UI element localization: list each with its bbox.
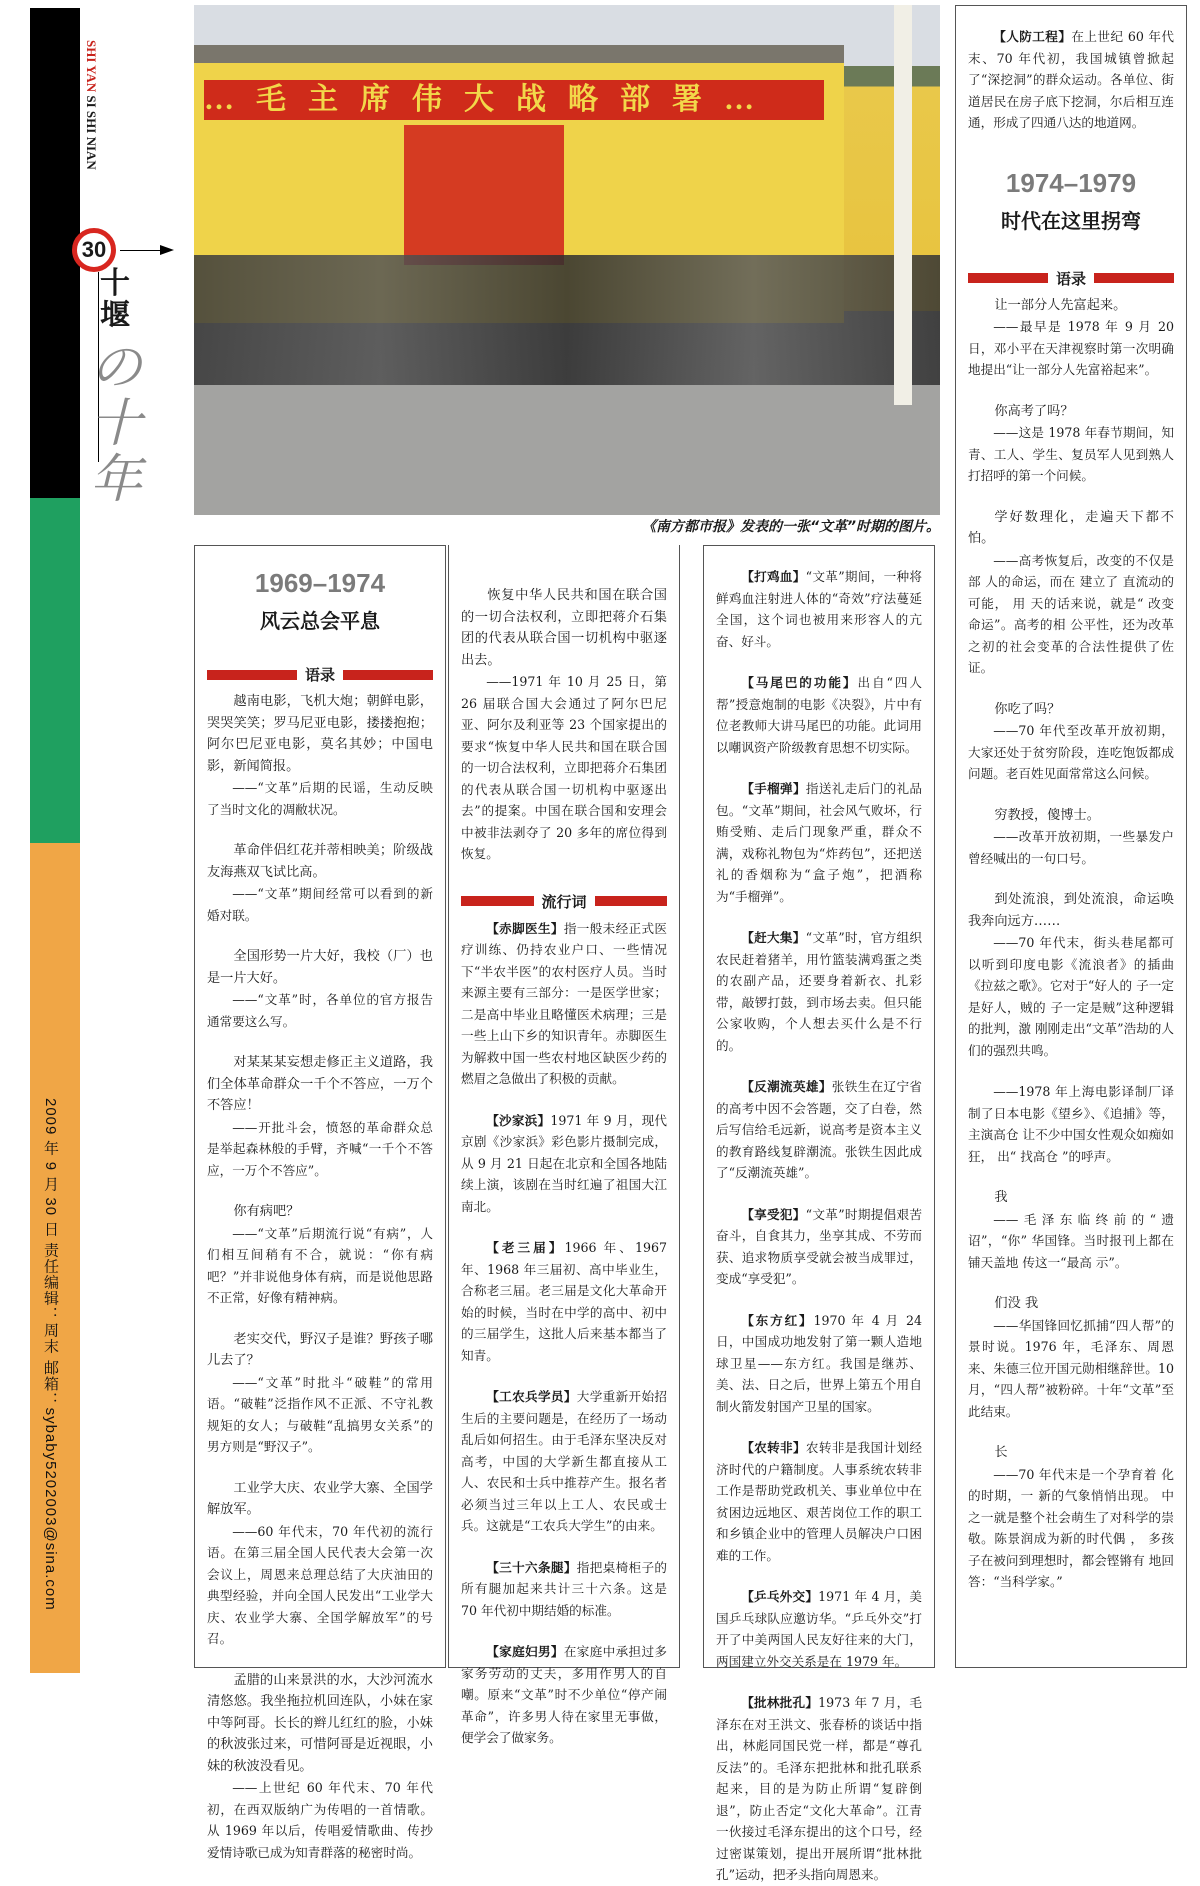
buzzword-term: 【乒乓外交】 — [741, 1589, 819, 1604]
quote-text: 你高考了吗？ — [994, 403, 1074, 419]
quote-text: 革命伴侣红花并蒂相映美；阶级战友海燕双飞试比高。 — [207, 843, 433, 880]
quote-text: 我 — [994, 1190, 1008, 1205]
spacer — [461, 1537, 667, 1557]
buzzword-term: 【农转非】 — [741, 1440, 806, 1455]
spacer — [716, 1672, 922, 1692]
quote-source: ——高考恢复后，改变的不仅是部 人的命运，而在 建立了 直流动的可能， 用 天的话来说，就是“ 改变命运”。高考的相 公平性，还为改革之初的社会变革的合法性提供了佐证。 — [968, 552, 1174, 675]
buzzword-text: 农转非是我国计划经济时代的户籍制度。人事系统农转非工作是帮助党政机关、事业单位中在贫困边远地区、艰苦岗位工作的职工和乡镇企业中的管理人员解决户口困难的工作。 — [716, 1440, 923, 1563]
historical-photo — [194, 5, 940, 515]
page-footer-info: 2009 年 9 月 30 日 责任编辑：周末 邮箱：sybaby5202003@sina.com — [42, 1098, 59, 1611]
spacer — [968, 1273, 1174, 1293]
buzzword-entry — [716, 672, 922, 758]
spacer — [207, 1181, 433, 1201]
spacer — [968, 487, 1174, 507]
spacer — [968, 381, 1174, 401]
buzzword-entry — [716, 1076, 922, 1184]
buzzword-term: 【批林批孔】 — [741, 1695, 819, 1710]
spacer — [968, 785, 1174, 805]
heading-bar-left — [461, 896, 534, 906]
photo-road — [194, 385, 940, 515]
quote-source: ——70 年代末是一个孕育着 化的时期，一 新的气象悄悄出现。 中之一就是整个社会萌生了对科学的崇敬。陈景润成为新的时代偶 ， 多孩子在被问到理想时，都会铿锵有 地回答：“当科学家。” — [968, 1466, 1174, 1589]
quote-text: 到处流浪，到处流浪，命运唤我奔向远方…… — [968, 892, 1174, 929]
heading-bar-right — [595, 896, 668, 906]
buzzword-term: 【三十六条腿】 — [486, 1559, 577, 1575]
quote-source: ——70 年代末，街头巷尾都可以听到印度电影《流浪者》的插曲《拉兹之歌》。它对于“好人的 子一定是好人，贼的 子一定是贼”这种逻辑的批判，激 刚刚走出“文革”浩劫的人们的强烈共鸣。 — [968, 935, 1174, 1058]
buzzword-entry — [968, 26, 1174, 134]
quote-text: 工业学大庆、农业学大寨、全国学解放军。 — [207, 1480, 433, 1517]
section2-period: 1974–1979 — [1005, 167, 1137, 198]
spacer — [207, 1650, 433, 1670]
buzzword-entry — [461, 1386, 667, 1537]
spacer — [968, 869, 1174, 889]
section1-buzzwords-heading — [461, 891, 667, 912]
buzzword-entry — [716, 1586, 922, 1672]
buzzword-entry — [461, 1110, 667, 1218]
buzzword-entry — [716, 778, 922, 907]
masthead-script-logo: の十年 — [90, 338, 143, 510]
quote-source: ——最早是 1978 年 9 月 20 日，邓小平在天津视察时第一次明确地提出“让一部分人先富裕起来”。 — [968, 319, 1174, 377]
buzzword-term: 【老三届】 — [486, 1240, 565, 1255]
buzzword-text: 张铁生在辽宁省的高考中因不会答题，交了白卷，然后写信给毛远新，说高考是资本主义的教育路线复辟潮流。张铁生因此成了“反潮流英雄”。 — [716, 1079, 923, 1180]
buzzword-term: 【马尾巴的功能】 — [741, 675, 858, 690]
heading-label: 流行词 — [541, 892, 587, 911]
buzzword-term: 【赤脚医生】 — [486, 920, 564, 936]
masthead-chinese: 十堰 — [100, 267, 130, 332]
heading-label: 语录 — [1056, 269, 1087, 288]
quote-source: ——这是 1978 年春节期间，知青、工人、学生、复员军人见到熟人打招呼的第一个问候。 — [968, 425, 1174, 483]
section2-title: 时代在这里拐弯 — [1001, 210, 1141, 233]
buzzword-text: 1973 年 7 月，毛泽东在对王洪文、张春桥的谈话中指出，林彪同国民党一样，都是“尊孔反法”的。毛泽东把批林和批孔联系起来，目的是为防止所谓“复辟倒退”，防止否定“文化大革命”。江青一伙接过毛泽东提出的这个口号，经过密谋策划，提出开展所谓“批林批孔”运动，把矛头指向周恩来。 — [716, 1695, 923, 1882]
buzzword-entry — [461, 1237, 667, 1366]
buzzword-term: 【人防工程】 — [993, 29, 1072, 44]
section1-title: 风云总会平息 — [260, 611, 380, 633]
heading-bar-right — [1094, 273, 1174, 283]
quote-source: ——“文革”后期的民谣，生动反映了当时文化的凋敝状况。 — [207, 780, 433, 817]
spacer — [461, 565, 667, 585]
buzzword-entry — [461, 1641, 667, 1749]
spacer — [716, 1417, 922, 1437]
photo-banner: …毛主席伟大战略部署… — [204, 80, 824, 120]
quote-source: ——开批斗会，愤怒的革命群众总是举起森林般的手臂，齐喊“一千个不答应，一万个不答应”。 — [207, 1119, 433, 1178]
masthead-english-red: SHI YAN — [84, 40, 99, 93]
buzzword-text: 指把桌椅柜子的所有腿加起来共计三十六条。这是 70 年代初中期结婚的标准。 — [461, 1559, 668, 1618]
buzzword-entry — [716, 1204, 922, 1290]
quote-source: ——毛泽东临终前的“遗诏”，“你” 华国锋。当时报刊上都在铺天盖地 传这一“最高 示”。 — [968, 1211, 1174, 1270]
buzzword-text: 在上世纪 60 年代末、70 年代初，我国城镇曾掀起了“深挖洞”的群众运动。各单位、街道居民在房子底下挖洞，尔后相互连通，形成了四通八达的地道网。 — [968, 29, 1174, 130]
photo-caption: 《南方都市报》发表的一张“文革”时期的图片。 — [641, 519, 940, 535]
spacer — [461, 1366, 667, 1386]
buzzword-text: “文革”时，官方组织农民赶着猪羊，用竹篮装满鸡蛋之类的农副产品，还要身着新衣、扎彩带，敲锣打鼓，到市场去卖。但只能公家收购，个人想去买什么是不行的。 — [716, 930, 923, 1053]
section2-quotes-heading — [968, 268, 1174, 289]
quote-text: 你有病吧？ — [233, 1204, 300, 1219]
spacer — [716, 1290, 922, 1310]
quote-source: ——“文革”时，各单位的官方报告通常要这么写。 — [207, 992, 433, 1029]
quote-text: 穷教授，傻博士。 — [994, 807, 1100, 823]
heading-bar-left — [207, 670, 297, 680]
spacer — [968, 6, 1174, 26]
buzzword-text: 指送礼走后门的礼品包。“文革”期间，社会风气败坏，行贿受贿、走后门现象严重，群众不满，戏称礼物包为“炸药包”，还把送礼的香烟称为“盒子炮”，把酒称为“手榴弹”。 — [716, 781, 923, 904]
quote-source: ——“文革”后期流行说“有病”，人们相互间稍有不合，就说：“你有病吧？”并非说他身体有病，而是说他思路不正常，好像有精神病。 — [207, 1225, 433, 1305]
photo-crowd — [194, 255, 940, 385]
column-3 — [703, 545, 935, 1882]
buzzword-entry — [716, 1692, 922, 1886]
quote-text: 让一部分人先富起来。 — [994, 297, 1127, 313]
spacer — [207, 1309, 433, 1329]
buzzword-text: 指一般未经正式医疗训练、仍持农业户口、一些情况下“半农半医”的农村医疗人员。当时来源主要有三部分：一是医学世家；二是高中毕业且略懂医术病理；三是一些上山下乡的知识青年。赤脚医生为解救中国一些农村地区缺医少药的燃眉之急做出了积极的贡献。 — [461, 920, 668, 1086]
spacer — [461, 1621, 667, 1641]
buzzword-term: 【反潮流英雄】 — [741, 1079, 832, 1094]
column-1 — [194, 545, 446, 1860]
quote-source: ——70 年代至改革开放初期，大家还处于贫穷阶段，连吃饱饭都成问题。老百姓见面常常这么问候。 — [968, 723, 1174, 781]
buzzword-text: 1970 年 4 月 24 日，中国成功地发射了第一颗人造地球卫星——东方红。我国是继苏、美、法、日之后，世界上第五个用自制火箭发射国产卫星的国家。 — [716, 1312, 922, 1414]
sidebar-green-band — [30, 498, 80, 843]
quote-text: 长 — [994, 1445, 1008, 1460]
buzzword-text: “文革”时期提倡艰苦奋斗，自食其力，坐享其成、不劳而获、追求物质享受就会被当成罪过，变成“享受犯”。 — [716, 1206, 923, 1286]
spacer — [968, 679, 1174, 699]
buzzword-entry — [716, 1437, 922, 1566]
quote-text: 你吃了吗？ — [994, 701, 1061, 717]
spacer — [207, 926, 433, 946]
spacer — [716, 907, 922, 927]
buzzword-entry — [461, 918, 667, 1090]
buzzword-term: 【打鸡血】 — [741, 569, 806, 584]
buzzword-text: 1971 年 4 月，美国乒乓球队应邀访华。“乒乓外交”打开了中美两国人民友好往来的大门，两国建立外交关系是在 1979 年。 — [716, 1589, 923, 1669]
spacer — [461, 545, 667, 565]
masthead-english-black: SI SHI NIAN — [84, 92, 99, 170]
buzzword-term: 【享受犯】 — [741, 1206, 806, 1222]
buzzword-term: 【手榴弹】 — [741, 781, 806, 796]
issue-number-badge: 30 — [72, 228, 116, 272]
buzzword-text: “文革”期间，一种将鲜鸡血注射进人体的“奇效”疗法蔓延全国，这个词也被用来形容人的亢奋、好斗。 — [716, 569, 923, 649]
buzzword-text: 大学重新开始招生后的主要问题是，在经历了一场动乱后如何招生。由于毛泽东坚决反对高考，中国的大学新生都直接从工人、农民和士兵中推荐产生。报名者必须当过三年以上工人、农民或士兵。这就是“工农兵大学生”的由来。 — [461, 1389, 668, 1533]
buzzword-term: 【赶大集】 — [741, 930, 806, 945]
quote-source: ——1978 年上海电影译制厂译制了日本电影《望乡》、《追捕》等，主演高仓 让不少中国女性观众如痴如狂， 出“ 找高仓 ”的呼声。 — [968, 1084, 1174, 1164]
buzzword-entry — [716, 1310, 922, 1418]
spacer — [716, 546, 922, 566]
masthead-english — [83, 40, 99, 170]
section1-quotes-heading — [207, 664, 433, 685]
buzzword-text: 1966 年、1967 年、1968 年三届初、高中毕业生，合称老三届。老三届是文化大革命开始的时候，当时在中学的高中、初中的三届学生，这批人后来基本都当了知青。 — [461, 1240, 667, 1363]
heading-bar-right — [343, 670, 433, 680]
spacer — [716, 758, 922, 778]
buzzword-entry — [461, 1557, 667, 1622]
section1-period: 1969–1974 — [254, 568, 386, 598]
quote-text: 越南电影，飞机大炮；朝鲜电影，哭哭笑笑；罗马尼亚电影，搂搂抱抱；阿尔巴尼亚电影，莫名其妙；中国电影，新闻简报。 — [207, 694, 433, 774]
heading-label: 语录 — [305, 666, 336, 684]
photo-lamp-pole — [894, 5, 912, 405]
quote-text: 恢复中华人民共和国在联合国的一切合法权利，立即把蒋介石集团的代表从联合国一切机构中驱逐出去。 — [461, 588, 667, 668]
quote-source: ——改革开放初期，一些暴发户曾经喊出的一句口号。 — [968, 829, 1174, 866]
buzzword-term: 【东方红】 — [741, 1312, 814, 1328]
spacer — [207, 1458, 433, 1478]
buzzword-text: 出自“四人帮”授意炮制的电影《决裂》，片中有位老教师大讲马尾巴的功能。此词用以嘲讽资产阶级教育思想不切实际。 — [716, 675, 922, 755]
spacer — [968, 1167, 1174, 1187]
spacer — [716, 1184, 922, 1204]
quote-text: 老实交代，野汉子是谁？野孩子哪儿去了？ — [207, 1331, 433, 1368]
spacer — [461, 1090, 667, 1110]
spacer — [716, 1056, 922, 1076]
quote-source: ——1971 年 10 月 25 日，第 26 届联合国大会通过了阿尔巴尼亚、阿尔及利亚等 23 个国家提出的要求“恢复中华人民共和国在联合国的一切合法权利，立即把蒋介石集团的代表从联合国一切机构中驱逐出去”的提案。中国在联合国和安理会中被非法剥夺了 20 多年的席位得到恢复。 — [461, 674, 667, 861]
spacer — [207, 1032, 433, 1052]
spacer — [207, 820, 433, 840]
spacer — [716, 1566, 922, 1586]
buzzword-term: 【沙家浜】 — [486, 1112, 551, 1128]
quote-source: ——上世纪 60 年代末、70 年代初，在西双版纳广为传唱的一首情歌。从 1969 年以后，传唱爱情歌曲、传抄爱情诗歌已成为知青群落的秘密时尚。 — [207, 1780, 433, 1860]
buzzword-entry — [716, 927, 922, 1056]
buzzword-term: 【工农兵学员】 — [486, 1389, 577, 1404]
heading-bar-left — [968, 273, 1048, 283]
column-2 — [448, 545, 680, 1745]
buzzword-term: 【家庭妇男】 — [486, 1644, 564, 1659]
quote-text: 全国形势一片大好，我校（厂）也是一片大好。 — [207, 949, 433, 986]
quote-text: 学好数理化，走遍天下都不怕。 — [968, 509, 1174, 546]
quote-source: ——华国锋回忆抓捕“四人帮”的 景时说。1976 年，毛泽东、周恩来、朱德三位开国元勋相继辞世。10 月，“四人帮”被粉碎。十年“文革”至此结束。 — [968, 1317, 1174, 1419]
quote-source: ——“文革”时批斗“破鞋”的常用语。“破鞋”泛指作风不正派、不守礼教规矩的女人；与破鞋“乱搞男女关系”的男方则是“野汉子”。 — [207, 1374, 433, 1454]
quote-text: 对某某某妄想走修正主义道路，我们全体革命群众一千个不答应，一万个不答应！ — [207, 1055, 433, 1113]
arrow-head-icon — [160, 245, 174, 255]
quote-text: 们没 我 — [994, 1296, 1039, 1311]
column-4 — [955, 5, 1187, 1668]
quote-source: ——“文革”期间经常可以看到的新婚对联。 — [207, 886, 433, 923]
buzzword-text: 1971 年 9 月，现代京剧《沙家浜》彩色影片摄制完成，从 9 月 21 日起在北京和全国各地陆续上演，该剧在当时红遍了祖国大江南北。 — [461, 1112, 668, 1214]
photo-poster — [404, 125, 564, 265]
buzzword-text: 在家庭中承担过多家务劳动的丈夫，多用作男人的自嘲。原来“文革”时不少单位“停产闹革命”，许多男人待在家里无事做，便学会了做家务。 — [461, 1644, 668, 1745]
buzzword-entry — [716, 566, 922, 652]
spacer — [716, 652, 922, 672]
quote-source: ——60 年代末，70 年代初的流行语。在第三届全国人民代表大会第一次会议上，周恩来总理总结了大庆油田的典型经验，并向全国人民发出“工业学大庆、农业学大寨、全国学解放军”的号召。 — [207, 1523, 433, 1646]
spacer — [461, 1217, 667, 1237]
spacer — [968, 1061, 1174, 1081]
quote-text: 孟腊的山来景洪的水，大沙河流水清悠悠。我坐拖拉机回连队，小妹在家中等阿哥。长长的辫儿红红的脸，小妹的秋波张过来，可惜阿哥是近视眼，小妹的秋波没看见。 — [207, 1672, 433, 1774]
spacer — [968, 1422, 1174, 1442]
